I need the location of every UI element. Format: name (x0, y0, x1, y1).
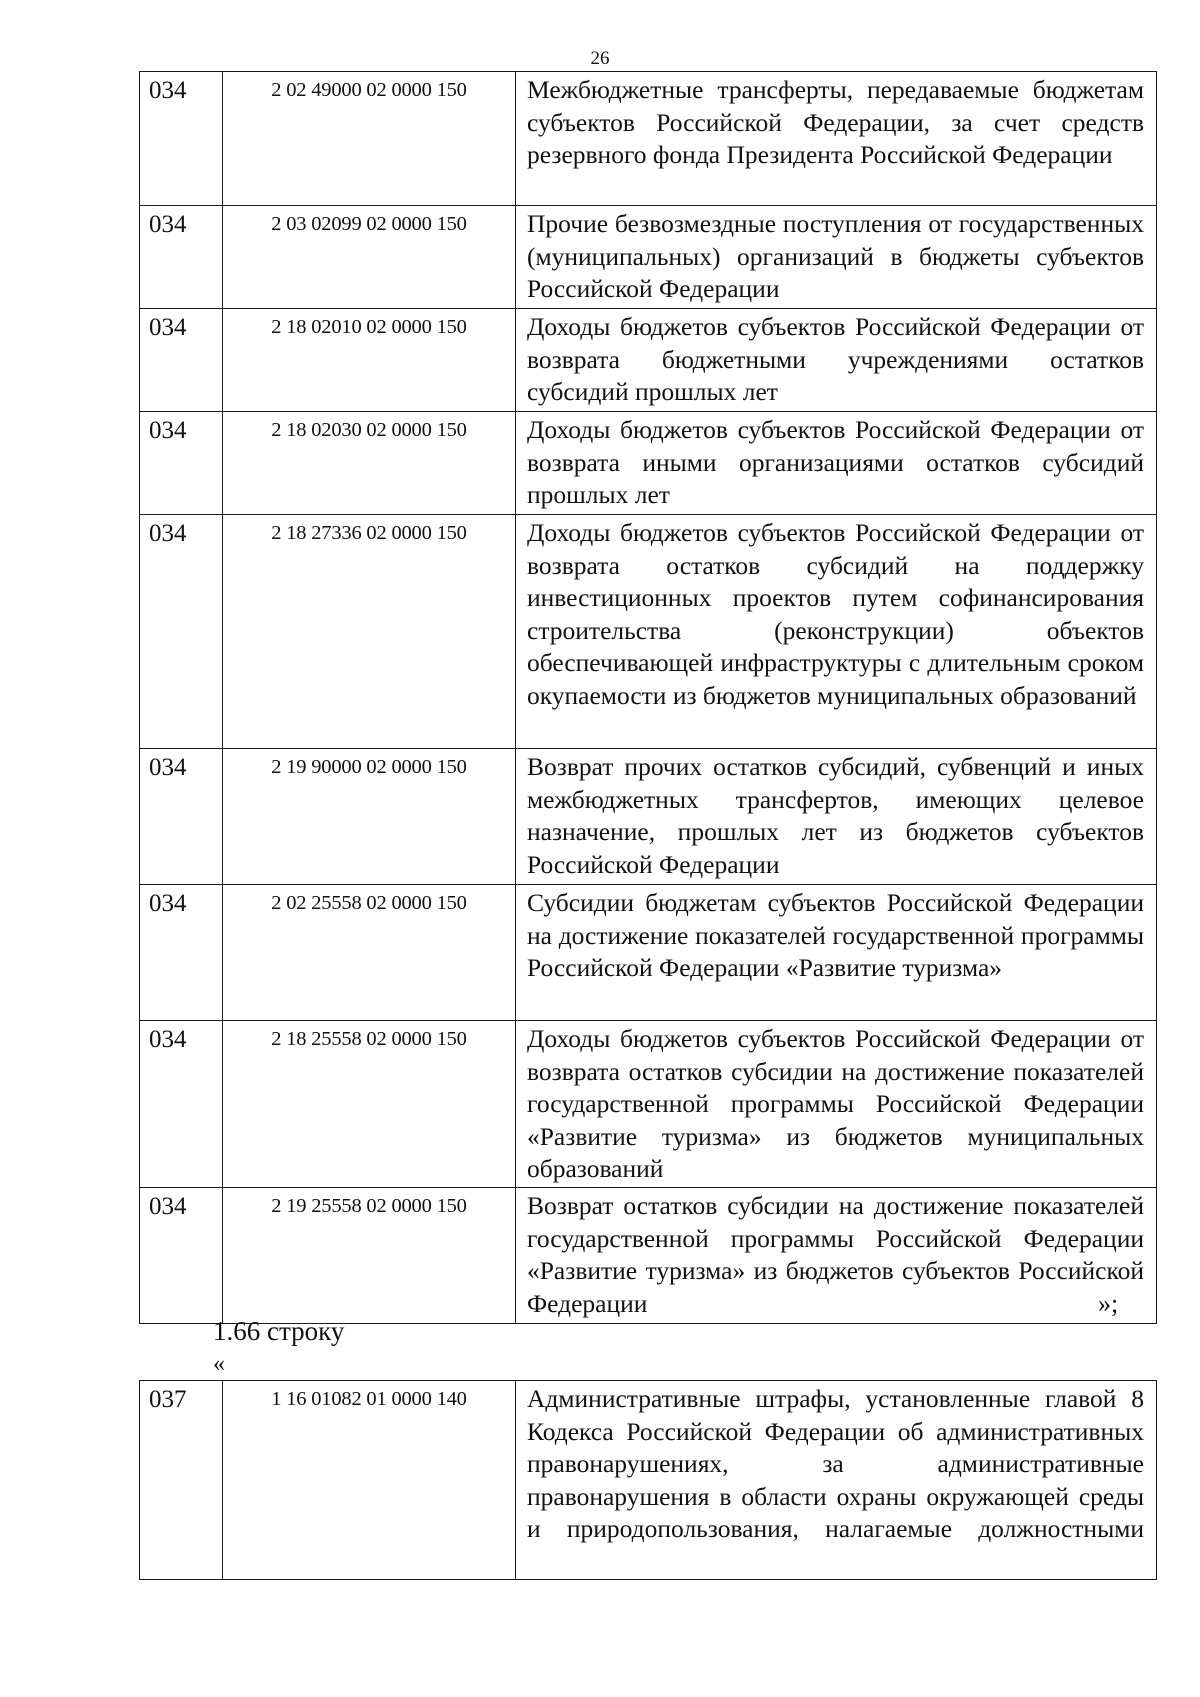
description-cell: Доходы бюджетов субъектов Российской Федерации от возврата бюджетными учреждениями остатков субсидий прошлых лет (516, 309, 1157, 412)
table-row (140, 749, 1157, 885)
kbk-cell: 2 18 02010 02 0000 150 (223, 309, 516, 412)
closing-quote: »; (1098, 1289, 1119, 1318)
description-cell: Доходы бюджетов субъектов Российской Федерации от возврата остатков субсидий на поддержку инвестиционных проектов путем софинансирования строительства (реконструкции) объектов обеспечивающей инфраструктуры с длительным сроком окупаемости из бюджетов муниципальных образований (516, 515, 1157, 749)
admin-code-cell: 034 (140, 206, 223, 309)
description-cell: Межбюджетные трансферты, передаваемые бюджетам субъектов Российской Федерации, за счет средств резервного фонда Президента Российской Федерации (516, 72, 1157, 206)
kbk-cell: 2 18 27336 02 0000 150 (223, 515, 516, 749)
table-row (140, 412, 1157, 515)
description-cell: Субсидии бюджетам субъектов Российской Федерации на достижение показателей государственной программы Российской Федерации «Развитие туризма» (516, 885, 1157, 1021)
admin-code-cell: 034 (140, 72, 223, 206)
description-cell: Административные штрафы, установленные главой 8 Кодекса Российской Федерации об административных правонарушениях, за административные правонарушения в области охраны окружающей среды и природопользования, налагаемые должностными (516, 1381, 1157, 1580)
section-heading: 1.66 строку (213, 1316, 345, 1346)
admin-code-cell: 034 (140, 309, 223, 412)
table-row (140, 1381, 1157, 1580)
kbk-cell: 2 02 25558 02 0000 150 (223, 885, 516, 1021)
kbk-cell: 2 18 02030 02 0000 150 (223, 412, 516, 515)
kbk-cell: 2 19 25558 02 0000 150 (223, 1188, 516, 1324)
kbk-cell: 1 16 01082 01 0000 140 (223, 1381, 516, 1580)
fines-codes-table (139, 1380, 1157, 1580)
revenue-codes-table (139, 71, 1157, 1324)
description-cell: Доходы бюджетов субъектов Российской Федерации от возврата остатков субсидии на достижение показателей государственной программы Российской Федерации «Развитие туризма» из бюджетов муниципальных образований (516, 1021, 1157, 1188)
table-row (140, 1021, 1157, 1188)
admin-code-cell: 034 (140, 1021, 223, 1188)
admin-code-cell: 034 (140, 885, 223, 1021)
kbk-cell: 2 19 90000 02 0000 150 (223, 749, 516, 885)
description-cell: Прочие безвозмездные поступления от государственных (муниципальных) организаций в бюджеты субъектов Российской Федерации (516, 206, 1157, 309)
admin-code-cell: 034 (140, 412, 223, 515)
kbk-cell: 2 18 25558 02 0000 150 (223, 1021, 516, 1188)
table-row (140, 206, 1157, 309)
page-number: 26 (590, 48, 610, 69)
table-row (140, 309, 1157, 412)
opening-quote: « (213, 1351, 225, 1377)
admin-code-cell: 034 (140, 515, 223, 749)
table-row (140, 72, 1157, 206)
description-cell: Доходы бюджетов субъектов Российской Федерации от возврата иными организациями остатков субсидий прошлых лет (516, 412, 1157, 515)
admin-code-cell: 034 (140, 1188, 223, 1324)
table-row (140, 885, 1157, 1021)
admin-code-cell: 034 (140, 749, 223, 885)
description-cell: Возврат остатков субсидии на достижение показателей государственной программы Российской Федерации «Развитие туризма» из бюджетов субъектов Российской Федерации (516, 1188, 1157, 1324)
description-cell: Возврат прочих остатков субсидий, субвенций и иных межбюджетных трансфертов, имеющих целевое назначение, прошлых лет из бюджетов субъектов Российской Федерации (516, 749, 1157, 885)
admin-code-cell: 037 (140, 1381, 223, 1580)
table-row (140, 515, 1157, 749)
table-row (140, 1188, 1157, 1324)
kbk-cell: 2 02 49000 02 0000 150 (223, 72, 516, 206)
kbk-cell: 2 03 02099 02 0000 150 (223, 206, 516, 309)
